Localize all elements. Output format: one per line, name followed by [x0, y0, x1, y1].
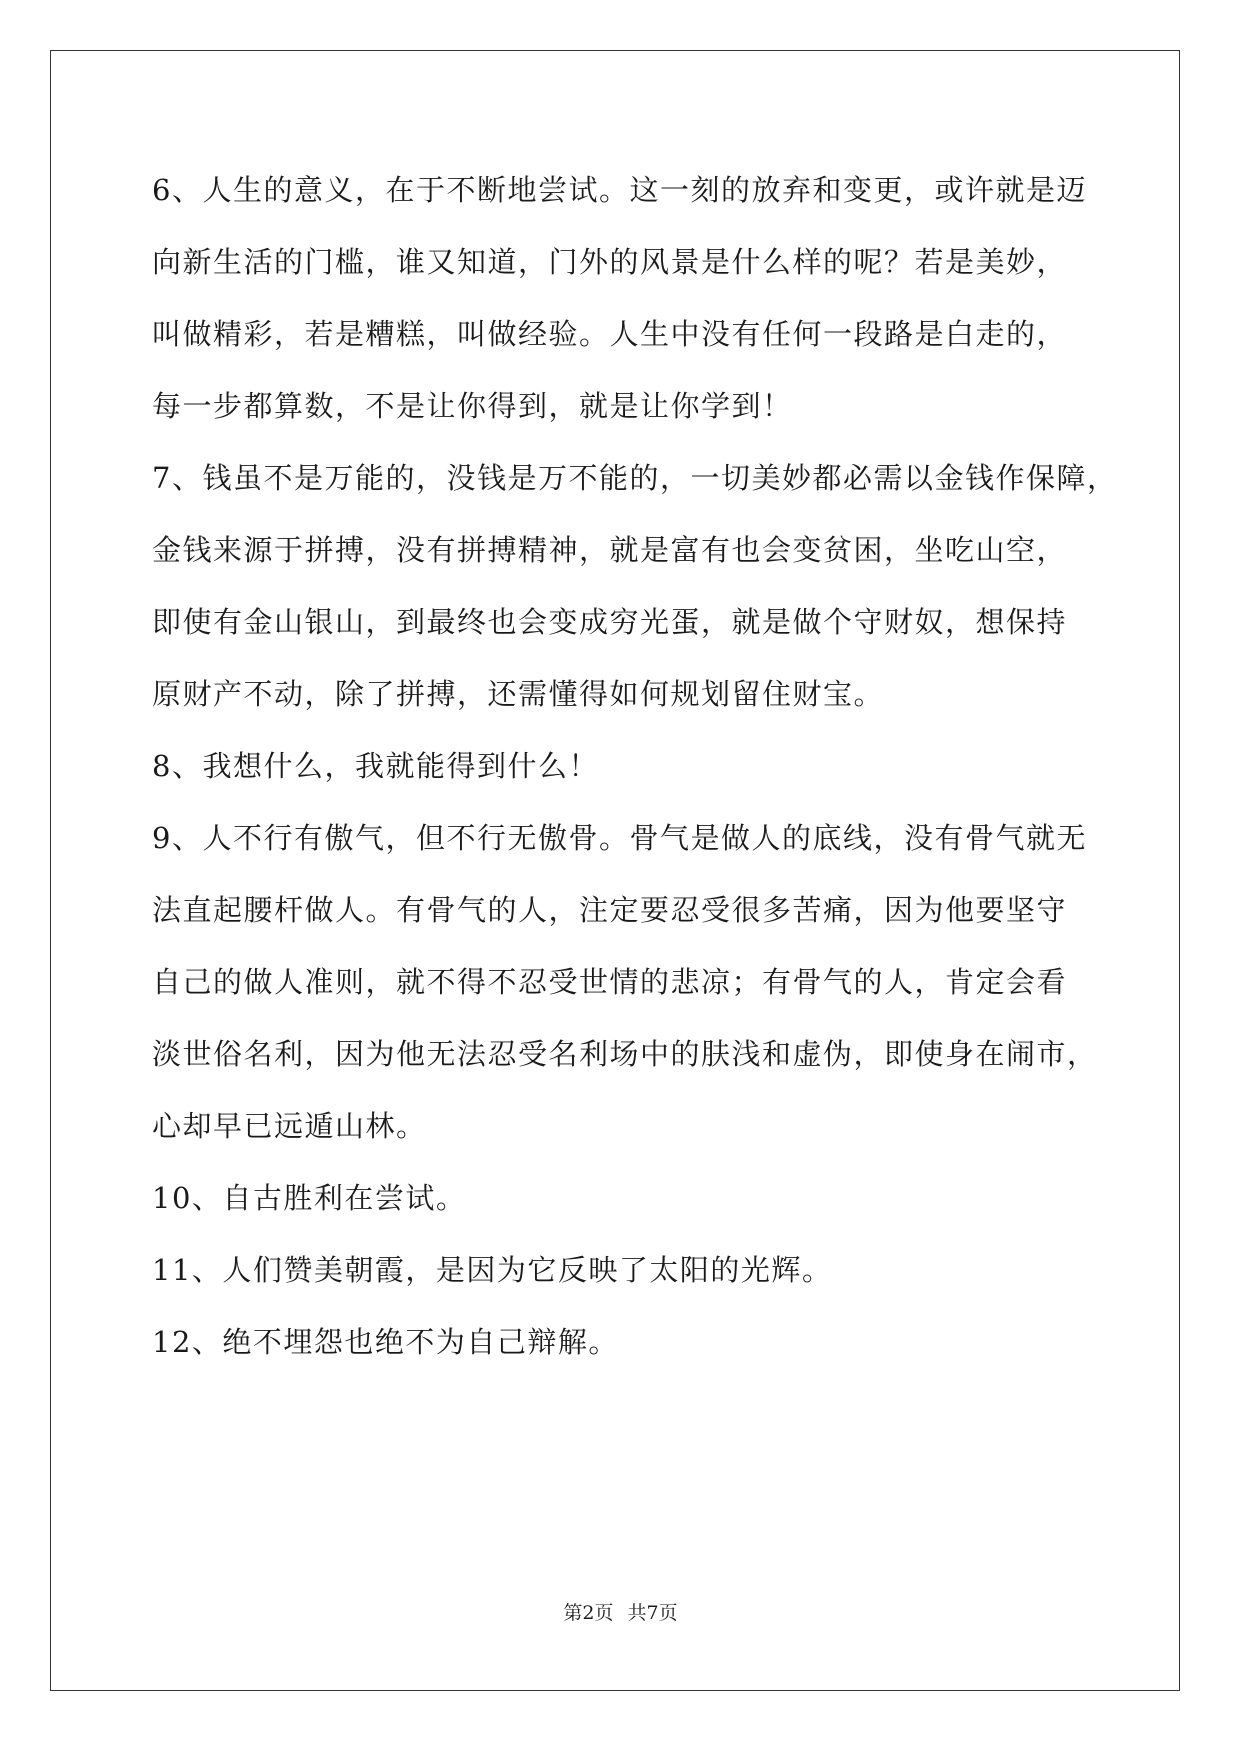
page-number: 第2页 — [563, 1602, 614, 1624]
text-line: 心却早已远遁山林。 — [152, 1109, 427, 1143]
text-line: 每一步都算数，不是让你得到，就是让你学到！ — [152, 389, 793, 423]
page-total: 共7页 — [627, 1602, 678, 1624]
text-line: 法直起腰杆做人。有骨气的人，注定要忍受很多苦痛，因为他要坚守 — [152, 893, 1068, 927]
page-frame — [50, 50, 1180, 1691]
text-line: 原财产不动，除了拼搏，还需懂得如何规划留住财宝。 — [152, 677, 885, 711]
text-line: 8、我想什么，我就能得到什么！ — [152, 749, 599, 783]
text-line: 11、人们赞美朝霞，是因为它反映了太阳的光辉。 — [152, 1253, 833, 1287]
text-line: 叫做精彩，若是糟糕，叫做经验。人生中没有任何一段路是白走的， — [152, 317, 1068, 351]
text-line: 即使有金山银山，到最终也会变成穷光蛋，就是做个守财奴，想保持 — [152, 605, 1068, 639]
text-line: 向新生活的门槛，谁又知道，门外的风景是什么样的呢？若是美妙， — [152, 245, 1068, 279]
text-line: 6、人生的意义，在于不断地尝试。这一刻的放弃和变更，或许就是迈 — [152, 173, 1087, 207]
text-line: 12、绝不埋怨也绝不为自己辩解。 — [152, 1325, 619, 1359]
text-line: 淡世俗名利，因为他无法忍受名利场中的肤浅和虚伪，即使身在闹市， — [152, 1037, 1098, 1071]
text-line: 自己的做人准则，就不得不忍受世情的悲凉；有骨气的人，肯定会看 — [152, 965, 1068, 999]
text-line: 7、钱虽不是万能的，没钱是万不能的，一切美妙都必需以金钱作保障， — [152, 461, 1118, 495]
text-line: 金钱来源于拼搏，没有拼搏精神，就是富有也会变贫困，坐吃山空， — [152, 533, 1068, 567]
text-line: 10、自古胜利在尝试。 — [152, 1181, 467, 1215]
text-line: 9、人不行有傲气，但不行无傲骨。骨气是做人的底线，没有骨气就无 — [152, 821, 1087, 855]
page-footer — [0, 1598, 1241, 1625]
